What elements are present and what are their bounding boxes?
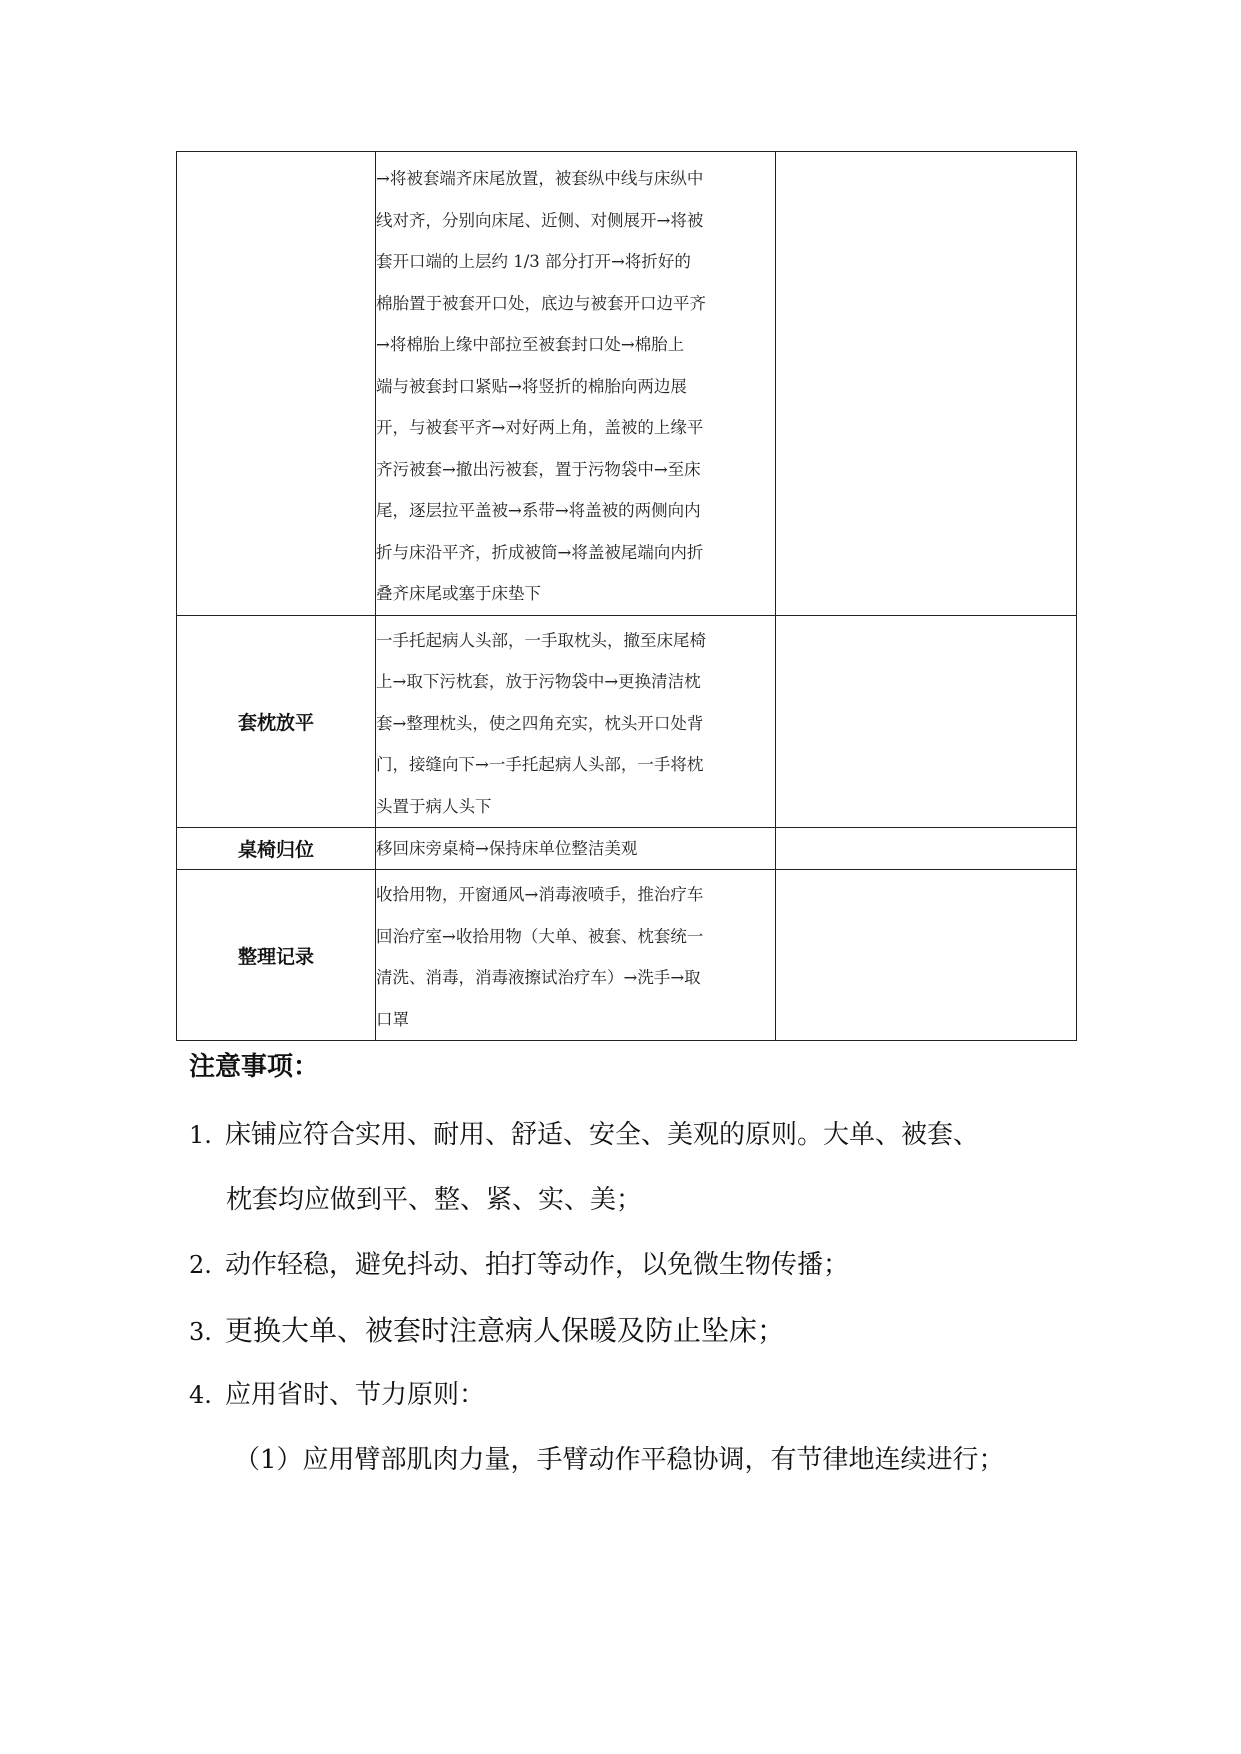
text-line: 折与床沿平齐，折成被筒→将盖被尾端向内折 [376,542,704,562]
note-item-continuation [226,1168,1116,1233]
text-line: 套→整理枕头，使之四角充实，枕头开口处背 [376,713,704,733]
text-line: 端与被套封口紧贴→将竖折的棉胎向两边展 [376,376,687,396]
text-line: 叠齐床尾或塞于床垫下 [376,584,541,603]
table-row [177,828,1077,870]
text-line: 回治疗室→收拾用物（大单、被套、枕套统一 [376,926,704,946]
notes-heading: 注意事项： [189,1052,320,1082]
table-row [177,152,1077,616]
text-line: 移回床旁桌椅→保持床单位整洁美观 [376,838,638,858]
note-number: 3. [189,1318,212,1346]
table-row [177,870,1077,1041]
table-row [177,615,1077,828]
note-item [189,1103,1079,1168]
step-note-cell [776,828,1077,870]
note-text: 床铺应符合实用、耐用、舒适、安全、美观的原则。大单、被套、 [225,1120,980,1150]
text-line: 开，与被套平齐→对好两上角，盖被的上缘平 [376,418,704,437]
text-line: 清洗、消毒，消毒液擦试治疗车）→洗手→取 [376,968,701,987]
text-line: 门，接缝向下→一手托起病人头部，一手将枕 [376,755,704,774]
procedure-table [176,151,1077,1041]
step-name-cell [177,152,376,616]
text-line: 齐污被套→撤出污被套，置于污物袋中→至床 [376,459,701,479]
text-line: 头置于病人头下 [376,796,492,816]
step-description-cell [376,870,776,1041]
step-name-cell: 套枕放平 [177,615,376,828]
note-number: 1. [189,1121,212,1149]
note-text: 更换大单、被套时注意病人保暖及防止坠床； [225,1314,786,1347]
step-note-cell [776,152,1077,616]
text-line: 一手托起病人头部，一手取枕头，撤至床尾椅 [376,630,706,650]
step-description-cell [376,615,776,828]
note-item [189,1298,1079,1365]
note-text: 动作轻稳，避免抖动、拍打等动作，以免微生物传播； [225,1250,850,1280]
step-description-cell [376,152,776,616]
text-line: 尾，逐层拉平盖被→系带→将盖被的两侧向内 [376,501,701,520]
text-line: →将被套端齐床尾放置，被套纵中线与床纵中 [376,169,704,188]
note-item [189,1363,1079,1428]
step-description-cell [376,828,776,870]
step-note-cell [776,615,1077,828]
text-line: 口罩 [376,1009,409,1029]
text-line: 上→取下污枕套，放于污物袋中→更换清洁枕 [376,672,701,691]
text-line: 收拾用物，开窗通风→消毒液喷手，推治疗车 [376,885,704,904]
text-line: 棉胎置于被套开口处，底边与被套开口边平齐 [376,293,706,313]
note-text: 应用省时、节力原则： [225,1380,486,1410]
step-name-cell: 整理记录 [177,870,376,1041]
note-number: 2. [189,1251,212,1279]
note-item [189,1233,1079,1298]
note-subitem: （1）应用臂部肌肉力量，手臂动作平稳协调，有节律地连续进行； [234,1445,1005,1475]
note-number: 4. [189,1381,212,1409]
text-line: →将棉胎上缘中部拉至被套封口处→棉胎上 [376,335,685,354]
step-note-cell [776,870,1077,1041]
text-line: 套开口端的上层约 1/3 部分打开→将折好的 [376,252,691,271]
note-text: 枕套均应做到平、整、紧、实、美； [226,1185,643,1215]
step-name-cell: 桌椅归位 [177,828,376,870]
text-line: 线对齐，分别向床尾、近侧、对侧展开→将被 [376,210,704,230]
